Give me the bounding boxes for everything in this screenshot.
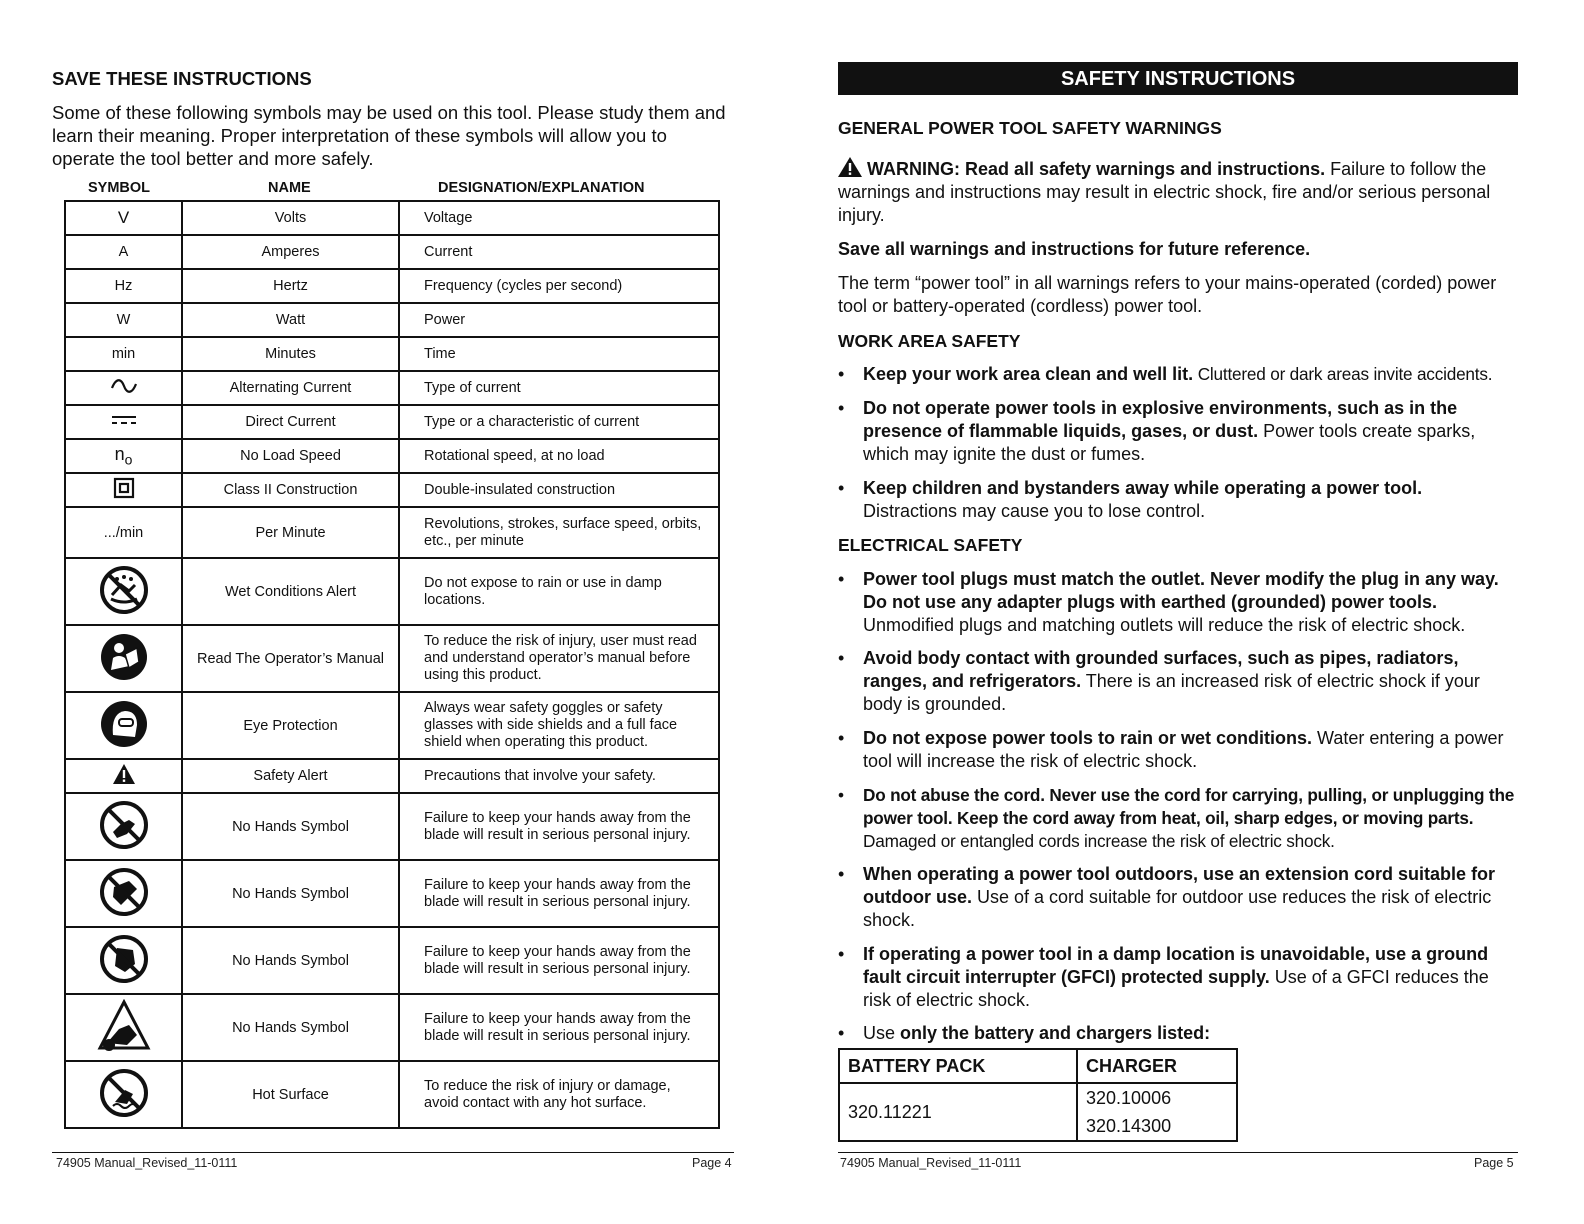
battery-charger-table [838, 1048, 1238, 1142]
class-ii-construction-icon [113, 477, 135, 499]
symbol-desc: Revolutions, strokes, surface speed, orbits, etc., per minute [399, 507, 719, 558]
bullet-bold: Do not operate power tools in explosive environments, such as in the presence of flammable liquids, gases, or dust. [863, 398, 1458, 441]
list-item: • Power tool plugs must match the outlet. Never modify the plug in any way. Do not use any adapter plugs with earthed (grounded) power tools. Unmodified plugs and matching outlets will reduce the risk of electric shock. [838, 569, 1499, 635]
symbol-name: No Hands Symbol [182, 793, 399, 860]
footer-page-number: Page 4 [692, 1156, 732, 1170]
symbol-name: Volts [182, 201, 399, 235]
table-row [65, 507, 719, 558]
list-item: • Do not expose power tools to rain or wet conditions. Water entering a power tool will increase the risk of electric shock. [838, 728, 1504, 771]
col-designation-header: DESIGNATION/EXPLANATION [438, 180, 645, 196]
table-row [65, 405, 719, 439]
bullet-bold: Keep your work area clean and well lit. [863, 364, 1194, 384]
safety-alert-icon [112, 763, 136, 785]
symbol-text: V [117, 208, 130, 227]
no-load-n: n [114, 444, 125, 465]
symbol-desc: To reduce the risk of injury or damage, avoid contact with any hot surface. [399, 1061, 719, 1128]
work-area-heading: WORK AREA SAFETY [838, 331, 1021, 351]
charger-header: CHARGER [1077, 1049, 1237, 1083]
table-row [65, 692, 719, 759]
symbol-desc: Failure to keep your hands away from the blade will result in serious personal injury. [399, 994, 719, 1061]
bullet-text: Use of a cord suitable for outdoor use reduces the risk of electric shock. [863, 887, 1492, 930]
battery-intro-text: Use [863, 1023, 901, 1043]
bullet-text: Distractions may cause you to lose control. [863, 501, 1206, 521]
symbol-desc: Time [399, 337, 719, 371]
symbol-name: Minutes [182, 337, 399, 371]
symbol-desc: Type or a characteristic of current [399, 405, 719, 439]
col-name-header: NAME [268, 180, 311, 196]
wet-conditions-icon [99, 565, 149, 615]
electrical-safety-heading: ELECTRICAL SAFETY [838, 535, 1023, 555]
symbol-table [64, 200, 720, 1129]
symbol-desc: Voltage [399, 201, 719, 235]
table-row [65, 793, 719, 860]
table-row [65, 759, 719, 793]
warning-label: WARNING: Read all safety warnings and instructions. [867, 159, 1326, 179]
no-hands-icon [99, 867, 149, 917]
symbol-desc: Rotational speed, at no load [399, 439, 719, 473]
table-row [65, 439, 719, 473]
footer-doc-id: 74905 Manual_Revised_11-0111 [56, 1156, 238, 1170]
warning-text: Failure to follow the warnings and instructions may result in electric shock, fire and/or serious personal injury. [838, 159, 1491, 225]
direct-current-icon [110, 413, 138, 427]
symbol-text: A [118, 244, 129, 260]
list-item: • Keep your work area clean and well lit. Cluttered or dark areas invite accidents. [838, 364, 1493, 384]
symbol-desc: Failure to keep your hands away from the blade will result in serious personal injury. [399, 793, 719, 860]
symbol-desc: Double-insulated construction [399, 473, 719, 507]
charger-value: 320.10006 [1077, 1083, 1237, 1112]
bullet-bold: Do not abuse the cord. Never use the cord for carrying, pulling, or unplugging the power tool. Keep the cord away from heat, oil, sharp edges, or moving parts. [863, 785, 1515, 828]
footer-page-number: Page 5 [1474, 1156, 1514, 1170]
table-row [65, 201, 719, 235]
list-item: • Avoid body contact with grounded surfaces, such as pipes, radiators, ranges, and refrigerators. There is an increased risk of electric shock if your body is grounded. [838, 648, 1480, 714]
symbol-name: Read The Operator’s Manual [182, 625, 399, 692]
symbol-desc: Current [399, 235, 719, 269]
no-load-speed-icon [114, 444, 133, 468]
footer-divider [52, 1152, 734, 1153]
table-row [65, 625, 719, 692]
save-warnings-line: Save all warnings and instructions for future reference. [838, 239, 1311, 259]
bullet-text: Power tools create sparks, which may ignite the dust or fumes. [863, 421, 1476, 464]
table-row [65, 860, 719, 927]
bullet-bold: Avoid body contact with grounded surfaces, such as pipes, radiators, ranges, and refrigerators. [863, 648, 1459, 691]
symbol-text: min [111, 346, 136, 362]
bullet-bold: Do not expose power tools to rain or wet conditions. [863, 728, 1313, 748]
list-item: • If operating a power tool in a damp location is unavoidable, use a ground fault circuit interrupter (GFCI) protected supply. Use of a GFCI reduces the risk of electric shock. [838, 944, 1489, 1010]
symbol-desc: Failure to keep your hands away from the blade will result in serious personal injury. [399, 927, 719, 994]
symbol-name: No Hands Symbol [182, 927, 399, 994]
bullet-text: There is an increased risk of electric shock if your body is grounded. [863, 671, 1480, 714]
intro-paragraph: Some of these following symbols may be used on this tool. Please study them and learn their meaning. Proper interpretation of these symbols will allow you to operate the tool better and more safely. [52, 102, 726, 169]
symbol-name: Amperes [182, 235, 399, 269]
table-row [65, 1061, 719, 1128]
list-item: • Keep children and bystanders away while operating a power tool. Distractions may cause you to lose control. [838, 478, 1423, 521]
table-row [65, 337, 719, 371]
symbol-name: Per Minute [182, 507, 399, 558]
no-hands-warning-icon [97, 999, 151, 1053]
bullet-bold: If operating a power tool in a damp location is unavoidable, use a ground fault circuit interrupter (GFCI) protected supply. [863, 944, 1489, 987]
symbol-name: Class II Construction [182, 473, 399, 507]
power-tool-term-paragraph: The term “power tool” in all warnings refers to your mains-operated (corded) power tool or battery-operated (cordless) power tool. [838, 273, 1497, 316]
table-row [65, 994, 719, 1061]
table-row [65, 927, 719, 994]
battery-pack-value: 320.11221 [839, 1083, 1077, 1141]
table-row [65, 235, 719, 269]
no-load-sub: o [124, 451, 133, 468]
warning-paragraph [838, 157, 1518, 227]
symbol-desc: Power [399, 303, 719, 337]
list-item: • When operating a power tool outdoors, use an extension cord suitable for outdoor use. Use of a cord suitable for outdoor use reduces the risk of electric shock. [838, 864, 1496, 930]
symbol-name: No Load Speed [182, 439, 399, 473]
bullet-bold: When operating a power tool outdoors, use an extension cord suitable for outdoor use. [863, 864, 1496, 907]
footer-doc-id: 74905 Manual_Revised_11-0111 [840, 1156, 1022, 1170]
list-item: • Do not abuse the cord. Never use the cord for carrying, pulling, or unplugging the power tool. Keep the cord away from heat, oil, sharp edges, or moving parts. Damaged or entangled cords increase the risk of electric shock. [838, 785, 1515, 851]
symbol-desc: Type of current [399, 371, 719, 405]
symbol-name: Hertz [182, 269, 399, 303]
symbol-name: Hot Surface [182, 1061, 399, 1128]
table-row [65, 473, 719, 507]
battery-intro-bold: only the battery and chargers listed: [900, 1023, 1211, 1043]
general-warnings-heading: GENERAL POWER TOOL SAFETY WARNINGS [838, 118, 1222, 138]
bullet-text: Cluttered or dark areas invite accidents. [1193, 364, 1493, 384]
battery-intro: • Use only the battery and chargers listed: [838, 1023, 1211, 1043]
symbol-name: Wet Conditions Alert [182, 558, 399, 625]
symbol-text: Hz [114, 278, 133, 294]
bullet-text: Unmodified plugs and matching outlets will reduce the risk of electric shock. [863, 615, 1466, 635]
bullet-text: Damaged or entangled cords increase the risk of electric shock. [863, 831, 1335, 851]
symbol-name: No Hands Symbol [182, 994, 399, 1061]
col-symbol-header: SYMBOL [88, 180, 151, 196]
hot-surface-icon [99, 1068, 149, 1118]
symbol-name: Watt [182, 303, 399, 337]
symbol-desc: Do not expose to rain or use in damp locations. [399, 558, 719, 625]
save-instructions-heading: SAVE THESE INSTRUCTIONS [52, 68, 312, 89]
list-item: • Do not operate power tools in explosive environments, such as in the presence of flammable liquids, gases, or dust. Power tools create sparks, which may ignite the dust or fumes. [838, 398, 1476, 464]
symbol-name: Safety Alert [182, 759, 399, 793]
symbol-desc: Precautions that involve your safety. [399, 759, 719, 793]
charger-value: 320.14300 [1077, 1112, 1237, 1141]
symbol-name: Eye Protection [182, 692, 399, 759]
no-hands-icon [99, 800, 149, 850]
symbol-text: .../min [103, 524, 144, 541]
no-hands-icon [99, 934, 149, 984]
safety-instructions-banner: SAFETY INSTRUCTIONS [838, 62, 1518, 95]
eye-protection-icon [99, 699, 149, 749]
symbol-name: Alternating Current [182, 371, 399, 405]
battery-pack-header: BATTERY PACK [839, 1049, 1077, 1083]
table-row [65, 371, 719, 405]
table-row [65, 269, 719, 303]
bullet-text: Water entering a power tool will increase the risk of electric shock. [863, 728, 1504, 771]
symbol-name: Direct Current [182, 405, 399, 439]
table-row [65, 303, 719, 337]
footer-divider [838, 1152, 1518, 1153]
symbol-desc: Frequency (cycles per second) [399, 269, 719, 303]
symbol-name: No Hands Symbol [182, 860, 399, 927]
bullet-text: Use of a GFCI reduces the risk of electric shock. [863, 967, 1489, 1010]
bullet-bold: Keep children and bystanders away while operating a power tool. [863, 478, 1423, 498]
symbol-desc: Failure to keep your hands away from the blade will result in serious personal injury. [399, 860, 719, 927]
symbol-text: W [116, 312, 131, 328]
table-row [65, 558, 719, 625]
bullet-bold: Power tool plugs must match the outlet. Never modify the plug in any way. Do not use any adapter plugs with earthed (grounded) power tools. [863, 569, 1499, 612]
alternating-current-icon [110, 376, 138, 396]
symbol-desc: To reduce the risk of injury, user must read and understand operator’s manual before using this product. [399, 625, 719, 692]
warning-triangle-icon [838, 157, 862, 177]
read-manual-icon [99, 632, 149, 682]
symbol-desc: Always wear safety goggles or safety glasses with side shields and a full face shield when operating this product. [399, 692, 719, 759]
